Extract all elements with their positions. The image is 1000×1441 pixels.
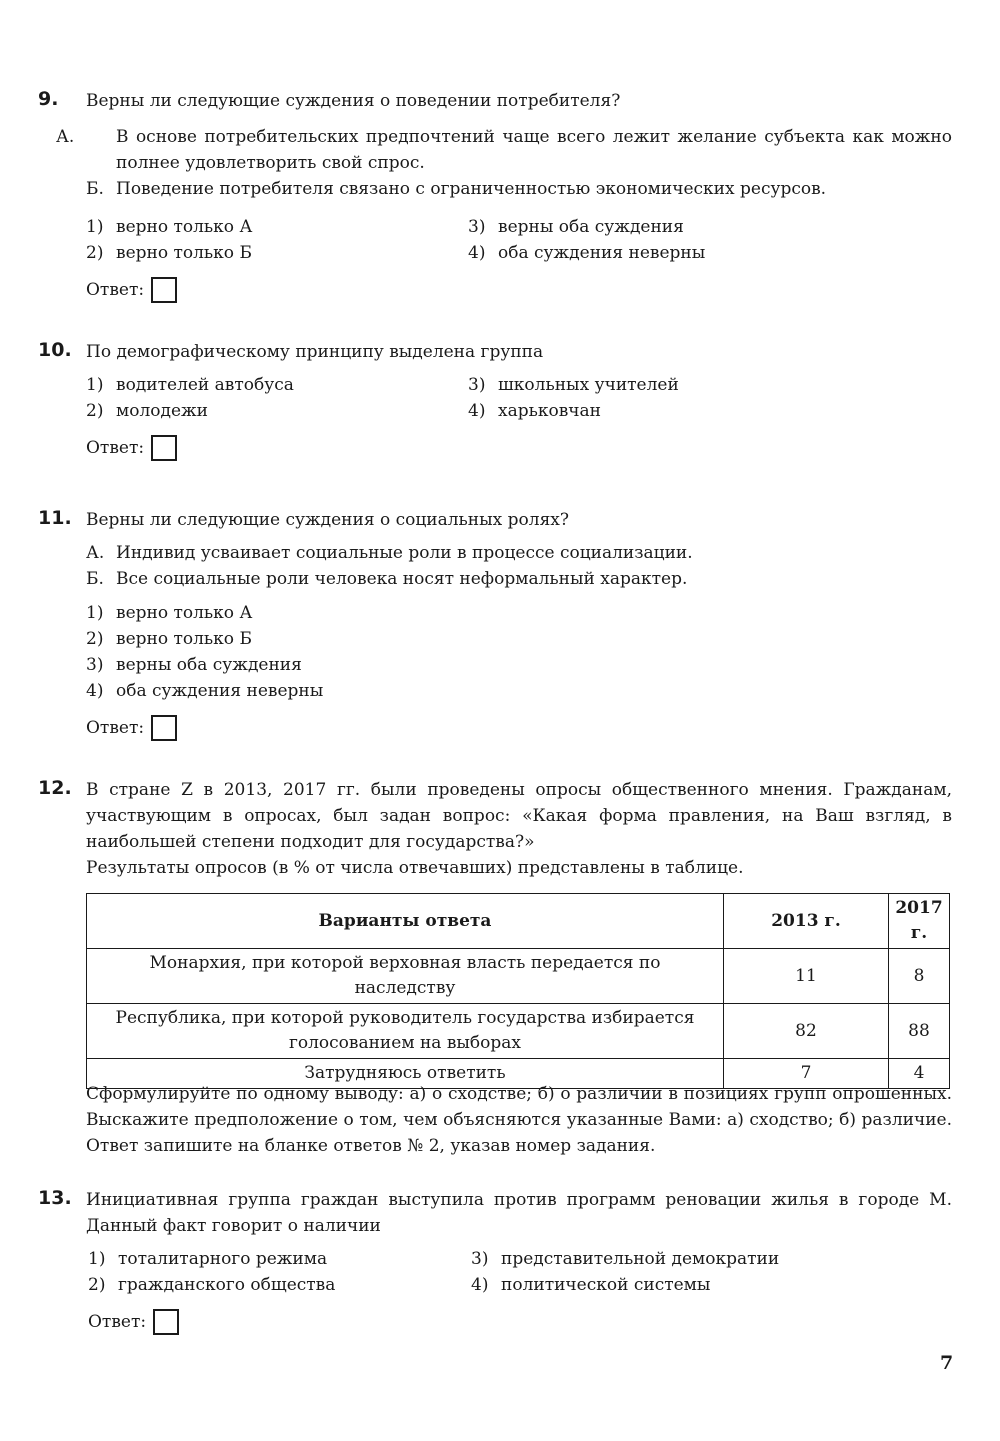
option-text: водителей автобуса [116, 375, 294, 395]
task-9-number: 9. [38, 88, 59, 110]
answer-label: Ответ: [86, 438, 145, 458]
statement-text: Индивид усваивает социальные роли в процессе социализации. [116, 543, 693, 563]
option-text: харьковчан [498, 401, 601, 421]
table-row [87, 949, 950, 1004]
task-10-option-3 [468, 372, 679, 398]
option-number: 1) [88, 1249, 106, 1269]
statement-label: А. [86, 543, 105, 563]
option-text: молодежи [116, 401, 208, 421]
task-9-answer [86, 277, 177, 303]
option-text: тоталитарного режима [118, 1249, 328, 1269]
survey-table [86, 893, 950, 1089]
task-10-option-2 [86, 398, 208, 424]
task-11-statement-a [86, 540, 952, 566]
statement-text: Поведение потребителя связано с ограниченностью экономических ресурсов. [116, 179, 827, 199]
statement-text: Все социальные роли человека носят неформальный характер. [116, 569, 688, 589]
task-11-option-3 [86, 652, 302, 678]
option-number: 4) [468, 243, 486, 263]
option-text: верно только А [116, 603, 253, 623]
option-text: гражданского общества [118, 1275, 336, 1295]
task-10-option-1 [86, 372, 294, 398]
answer-label: Ответ: [88, 1312, 147, 1332]
option-text: верны оба суждения [116, 655, 302, 675]
option-text: верно только А [116, 217, 253, 237]
answer-box[interactable] [153, 1309, 179, 1335]
statement-label: А. [56, 127, 75, 147]
task-13-option-3 [471, 1246, 779, 1272]
statement-label: Б. [86, 569, 104, 589]
option-text: оба суждения неверны [116, 681, 324, 701]
task-9-option-4 [468, 240, 705, 266]
task-10-question: По демографическому принципу выделена группа [86, 342, 544, 362]
table-cell-answer: Республика, при которой руководитель государства избирается голосованием на выборах [87, 1004, 724, 1059]
table-cell-2017: 8 [889, 949, 950, 1004]
table-cell-2013: 7 [724, 1059, 889, 1089]
option-number: 4) [468, 401, 486, 421]
option-number: 3) [471, 1249, 489, 1269]
table-header-row [87, 894, 950, 949]
option-text: верно только Б [116, 243, 252, 263]
task-9-option-2 [86, 240, 252, 266]
task-13-option-4 [471, 1272, 710, 1298]
option-number: 4) [86, 681, 104, 701]
task-13-option-1 [88, 1246, 327, 1272]
task-9-question: Верны ли следующие суждения о поведении потребителя? [86, 91, 621, 111]
task-9-statement-b [86, 176, 952, 202]
table-header: 2013 г. [724, 894, 889, 949]
task-10-option-4 [468, 398, 601, 424]
page-number: 7 [940, 1352, 954, 1374]
option-number: 3) [86, 655, 104, 675]
task-10-answer [86, 435, 177, 461]
answer-label: Ответ: [86, 280, 145, 300]
task-13-answer [88, 1309, 179, 1335]
table-cell-answer: Затрудняюсь ответить [87, 1059, 724, 1089]
task-10-number: 10. [38, 339, 72, 361]
task-11-option-2 [86, 626, 252, 652]
task-11-statement-b [86, 566, 952, 592]
answer-box[interactable] [151, 435, 177, 461]
task-12-results-line: Результаты опросов (в % от числа отвечавших) представлены в таблице. [86, 858, 744, 878]
option-text: верны оба суждения [498, 217, 684, 237]
option-number: 2) [86, 243, 104, 263]
option-text: представительной демократии [501, 1249, 780, 1269]
option-number: 4) [471, 1275, 489, 1295]
table-row [87, 1004, 950, 1059]
option-text: школьных учителей [498, 375, 679, 395]
task-13-option-2 [88, 1272, 335, 1298]
task-13-number: 13. [38, 1187, 72, 1209]
table-header: 2017 г. [889, 894, 950, 949]
option-number: 2) [86, 401, 104, 421]
option-number: 3) [468, 217, 486, 237]
task-12-question: В стране Z в 2013, 2017 гг. были проведены опросы общественного мнения. Гражданам, участвующим в опросах, был задан вопрос: «Какая форма правления, на Ваш взгляд, в наибольшей степени подходит для государства?» [86, 780, 952, 852]
task-9-statement-a [56, 124, 952, 176]
table-cell-answer: Монархия, при которой верховная власть передается по наследству [87, 949, 724, 1004]
table-header: Варианты ответа [87, 894, 724, 949]
task-11-option-1 [86, 600, 252, 626]
option-number: 3) [468, 375, 486, 395]
statement-text: В основе потребительских предпочтений чаще всего лежит желание субъекта как можно полнее удовлетворить свой спрос. [116, 127, 952, 173]
table-cell-2017: 4 [889, 1059, 950, 1089]
task-11-option-4 [86, 678, 323, 704]
task-11-answer [86, 715, 177, 741]
table-cell-2013: 11 [724, 949, 889, 1004]
option-number: 2) [88, 1275, 106, 1295]
option-text: политической системы [501, 1275, 711, 1295]
option-text: оба суждения неверны [498, 243, 706, 263]
option-number: 1) [86, 603, 104, 623]
answer-box[interactable] [151, 715, 177, 741]
answer-label: Ответ: [86, 718, 145, 738]
task-9-option-1 [86, 214, 252, 240]
statement-label: Б. [86, 179, 104, 199]
option-text: верно только Б [116, 629, 252, 649]
option-number: 1) [86, 375, 104, 395]
task-12-number: 12. [38, 777, 72, 799]
option-number: 2) [86, 629, 104, 649]
task-12-instruction: Сформулируйте по одному выводу: а) о сходстве; б) о различии в позициях групп опрошенных. Выскажите предположение о том, чем объясняются указанные Вами: а) сходство; б) различие. Ответ запишите на бланке ответов № 2, указав номер задания. [86, 1084, 952, 1156]
table-cell-2017: 88 [889, 1004, 950, 1059]
answer-box[interactable] [151, 277, 177, 303]
task-9-option-3 [468, 214, 684, 240]
option-number: 1) [86, 217, 104, 237]
task-11-number: 11. [38, 507, 72, 529]
table-cell-2013: 82 [724, 1004, 889, 1059]
task-13-question: Инициативная группа граждан выступила против программ реновации жилья в городе М. Данный факт говорит о наличии [86, 1190, 952, 1236]
task-11-question: Верны ли следующие суждения о социальных ролях? [86, 510, 570, 530]
